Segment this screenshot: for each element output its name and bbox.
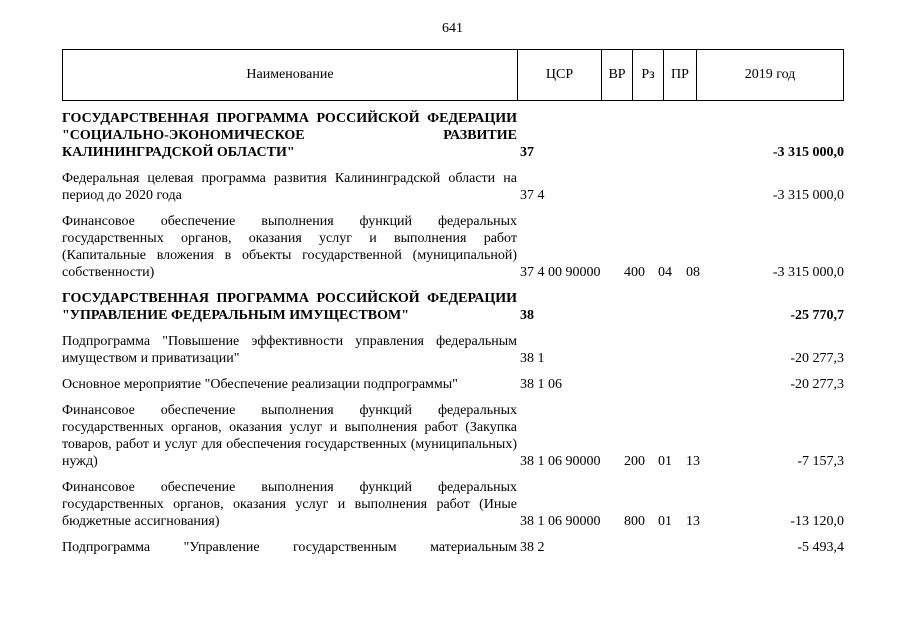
row-csr: 38 1 06 90000 bbox=[520, 514, 601, 529]
row-name: Подпрограмма "Повышение эффективности управления федеральным имуществом и приватизации" bbox=[62, 334, 517, 366]
table-row bbox=[62, 539, 844, 556]
table-body bbox=[62, 110, 844, 565]
header-rz: Рз bbox=[632, 50, 663, 100]
row-amount: -5 493,4 bbox=[797, 540, 844, 555]
table-row bbox=[62, 402, 844, 470]
row-name: Основное мероприятие "Обеспечение реализации подпрограммы" bbox=[62, 377, 458, 392]
row-pr: 08 bbox=[686, 265, 700, 280]
row-vr: 200 bbox=[624, 454, 645, 469]
row-name: Финансовое обеспечение выполнения функций федеральных государственных органов, оказания услуг и выполнения работ (Капитальные вложения в объекты государственной (муниципальной) собственности) bbox=[62, 214, 517, 280]
table-row bbox=[62, 110, 844, 161]
row-name: Подпрограмма "Управление государственным материальным bbox=[62, 540, 517, 555]
row-amount: -20 277,3 bbox=[790, 377, 844, 392]
row-csr: 38 1 06 90000 bbox=[520, 454, 601, 469]
table-header bbox=[62, 49, 844, 101]
table-row bbox=[62, 333, 844, 367]
row-name: ГОСУДАРСТВЕННАЯ ПРОГРАММА РОССИЙСКОЙ ФЕДЕРАЦИИ "УПРАВЛЕНИЕ ФЕДЕРАЛЬНЫМ ИМУЩЕСТВОМ" bbox=[62, 291, 517, 323]
row-csr: 37 4 00 90000 bbox=[520, 265, 601, 280]
row-pr: 13 bbox=[686, 514, 700, 529]
row-amount: -20 277,3 bbox=[790, 351, 844, 366]
table-row bbox=[62, 376, 844, 393]
row-amount: -3 315 000,0 bbox=[772, 145, 844, 160]
row-vr: 800 bbox=[624, 514, 645, 529]
row-amount: -7 157,3 bbox=[797, 454, 844, 469]
header-year: 2019 год bbox=[696, 50, 843, 100]
row-amount: -25 770,7 bbox=[790, 308, 844, 323]
header-name: Наименование bbox=[246, 67, 334, 82]
row-csr: 37 4 bbox=[520, 188, 545, 203]
row-amount: -3 315 000,0 bbox=[772, 265, 844, 280]
row-csr: 38 bbox=[520, 308, 534, 323]
table-row bbox=[62, 213, 844, 281]
row-name: Финансовое обеспечение выполнения функций федеральных государственных органов, оказания услуг и выполнения работ (Закупка товаров, работ и услуг для обеспечения государственных (муниципальных) нужд) bbox=[62, 403, 517, 469]
page-number: 641 bbox=[442, 21, 463, 36]
row-amount: -13 120,0 bbox=[790, 514, 844, 529]
row-vr: 400 bbox=[624, 265, 645, 280]
row-csr: 38 1 bbox=[520, 351, 545, 366]
row-name: Финансовое обеспечение выполнения функций федеральных государственных органов, оказания услуг и выполнения работ (Иные бюджетные ассигнования) bbox=[62, 480, 517, 529]
row-name: ГОСУДАРСТВЕННАЯ ПРОГРАММА РОССИЙСКОЙ ФЕДЕРАЦИИ "СОЦИАЛЬНО-ЭКОНОМИЧЕСКОЕ РАЗВИТИЕ КАЛИНИНГРАДСКОЙ ОБЛАСТИ" bbox=[62, 111, 517, 160]
row-name: Федеральная целевая программа развития Калининградской области на период до 2020 года bbox=[62, 171, 517, 203]
row-amount: -3 315 000,0 bbox=[772, 188, 844, 203]
table-row bbox=[62, 290, 844, 324]
row-csr: 38 2 bbox=[520, 540, 545, 555]
header-vr: ВР bbox=[601, 50, 632, 100]
row-pr: 13 bbox=[686, 454, 700, 469]
header-pr: ПР bbox=[663, 50, 696, 100]
row-rz: 04 bbox=[658, 265, 672, 280]
header-csr: ЦСР bbox=[517, 50, 601, 100]
table-row bbox=[62, 170, 844, 204]
table-row bbox=[62, 479, 844, 530]
row-csr: 37 bbox=[520, 145, 534, 160]
row-rz: 01 bbox=[658, 514, 672, 529]
row-rz: 01 bbox=[658, 454, 672, 469]
row-csr: 38 1 06 bbox=[520, 377, 562, 392]
